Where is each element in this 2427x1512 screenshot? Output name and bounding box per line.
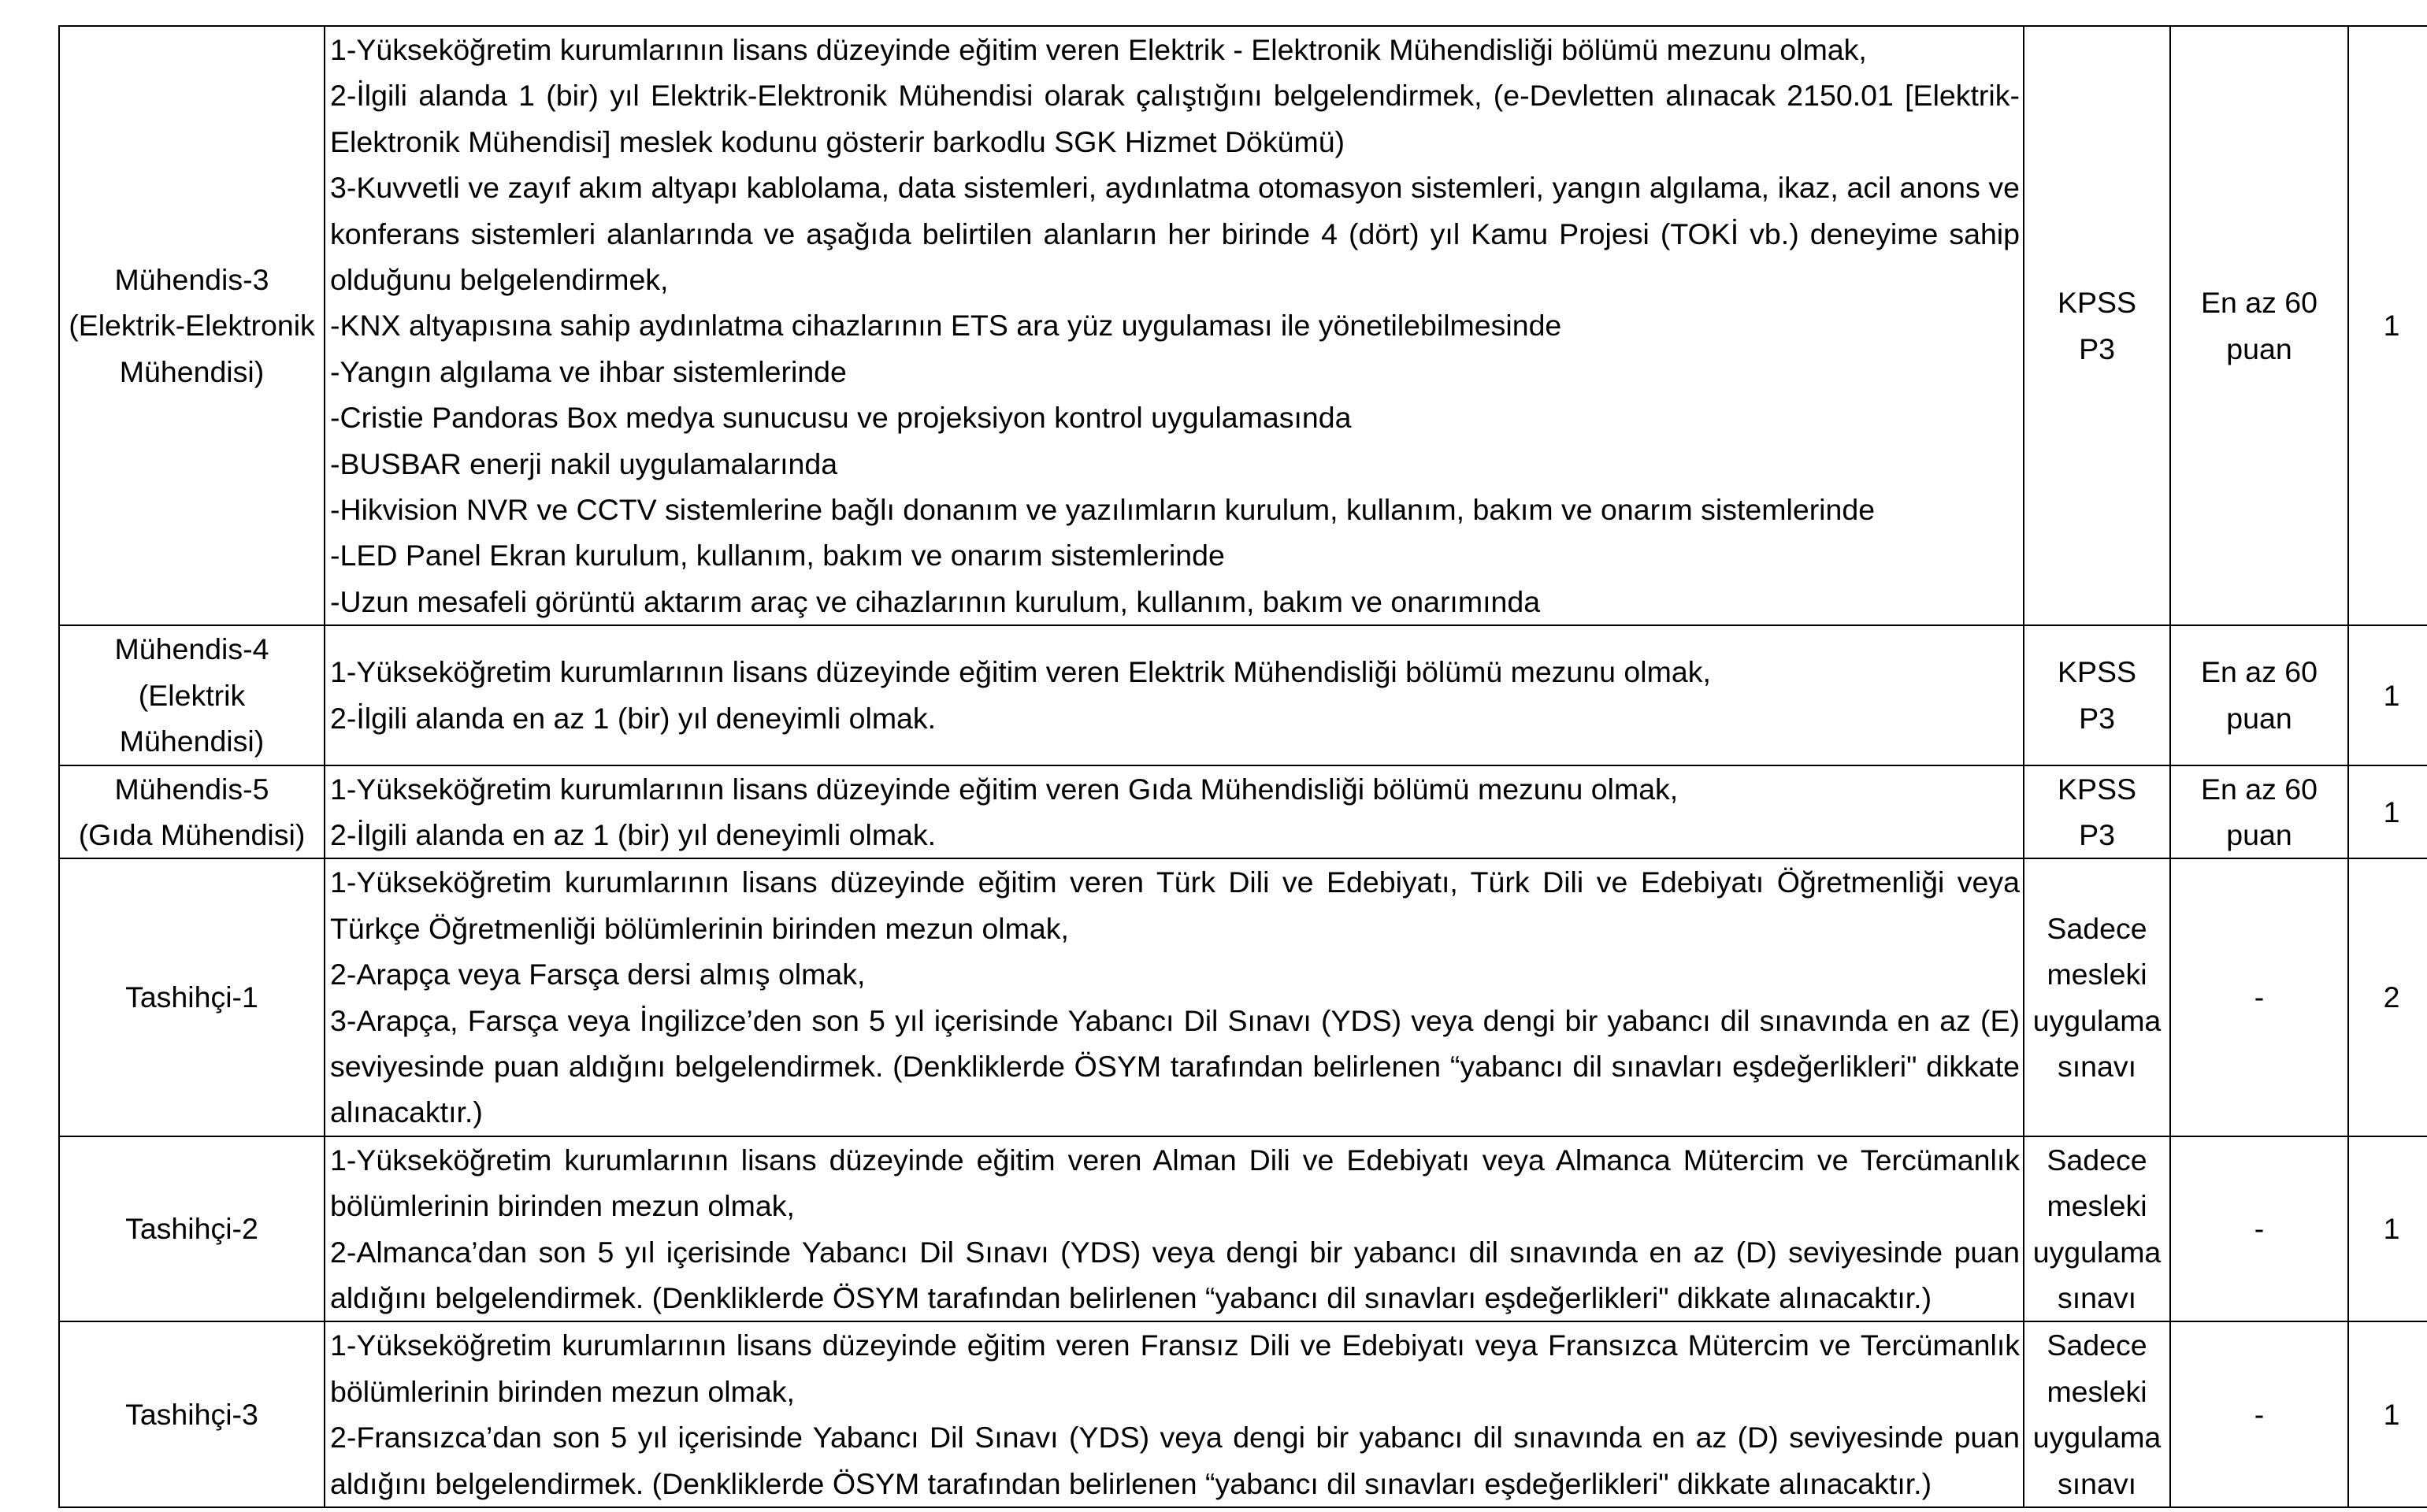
table-row (59, 858, 2427, 1136)
min-score: - (2254, 980, 2265, 1014)
requirement-item: -Yangın algılama ve ihbar sistemlerinde (330, 354, 847, 388)
requirement-item: -BUSBAR enerji nakil uygulamalarında (330, 447, 838, 480)
min-score: En az 60 (2200, 655, 2318, 689)
exam-type: Sadece (2047, 911, 2147, 945)
requirements-cell (325, 1136, 2024, 1322)
exam-type: P3 (2079, 332, 2115, 365)
requirements-table (58, 25, 2427, 1508)
exam-type: KPSS (2057, 772, 2137, 806)
requirements-cell (325, 625, 2024, 765)
position-count: 1 (2348, 1136, 2427, 1322)
exam-type: sınavı (2057, 1049, 2137, 1083)
position-title: (Elektrik Mühendisi) (119, 678, 265, 758)
position-title: Tashihçi-2 (125, 1212, 258, 1246)
table-row (59, 1136, 2427, 1322)
requirement-item: 1-Yükseköğretim kurumlarının lisans düzeyinde eğitim veren Fransız Dili ve Edebiyatı veya Fransızca Mütercim ve Tercümanlık bölümlerinin birinden mezun olmak, (330, 1329, 2020, 1408)
requirement-item: 1-Yükseköğretim kurumlarının lisans düzeyinde eğitim veren Gıda Mühendisliği bölümü mezunu olmak, (330, 772, 1679, 806)
min-score-cell (2170, 625, 2348, 765)
exam-type-cell (2024, 625, 2170, 765)
min-score: En az 60 (2200, 772, 2318, 806)
position-count: 1 (2348, 26, 2427, 625)
position-title-cell (59, 765, 325, 859)
requirement-item: 1-Yükseköğretim kurumlarının lisans düzeyinde eğitim veren Türk Dili ve Edebiyatı, Türk Dili ve Edebiyatı Öğretmenliği veya Türkçe Öğretmenliği bölümlerinin birinden mezun olmak, (330, 865, 2020, 945)
table-row (59, 765, 2427, 859)
exam-type: sınavı (2057, 1466, 2137, 1500)
table-row (59, 26, 2427, 625)
requirement-item: 2-Arapça veya Farsça dersi almış olmak, (330, 958, 866, 991)
min-score: - (2254, 1397, 2265, 1431)
requirements-cell (325, 26, 2024, 625)
position-count: 1 (2348, 765, 2427, 859)
position-count: 2 (2348, 858, 2427, 1136)
exam-type: P3 (2079, 817, 2115, 851)
min-score-cell (2170, 26, 2348, 625)
min-score: puan (2226, 701, 2292, 735)
position-count: 1 (2348, 1321, 2427, 1507)
exam-type: uygulama (2032, 1421, 2162, 1455)
position-count: 1 (2348, 625, 2427, 765)
min-score: puan (2226, 817, 2292, 851)
exam-type: uygulama (2032, 1003, 2162, 1037)
exam-type-cell (2024, 765, 2170, 859)
min-score-cell (2170, 1136, 2348, 1322)
requirement-item: 2-Almanca’dan son 5 yıl içerisinde Yabancı Dil Sınavı (YDS) veya dengi bir yabancı dil sınavında en az (D) seviyesinde puan aldığını belgelendirmek. (Denkliklerde ÖSYM tarafından belirlenen “yabancı dil sınavları eşdeğerlikleri" dikkate alınacaktır.) (330, 1235, 2020, 1314)
position-title-cell (59, 858, 325, 1136)
exam-type: KPSS (2057, 655, 2137, 689)
position-title: Mühendisi) (119, 354, 265, 388)
requirement-item: 2-Fransızca’dan son 5 yıl içerisinde Yabancı Dil Sınavı (YDS) veya dengi bir yabancı dil sınavında en az (D) seviyesinde puan aldığını belgelendirmek. (Denkliklerde ÖSYM tarafından belirlenen “yabancı dil sınavları eşdeğerlikleri" dikkate alınacaktır.) (330, 1421, 2020, 1500)
exam-type: mesleki (2047, 1374, 2147, 1408)
exam-type-cell (2024, 1136, 2170, 1322)
requirement-item: 3-Kuvvetli ve zayıf akım altyapı kablolama, data sistemleri, aydınlatma otomasyon sistemleri, yangın algılama, ikaz, acil anons ve konferans sistemleri alanlarında ve aşağıda belirtilen alanların her birinde 4 (dört) yıl Kamu Projesi (TOKİ vb.) deneyime sahip olduğunu belgelendirmek, (330, 171, 2020, 297)
position-title: (Gıda Mühendisi) (78, 817, 306, 851)
requirements-cell (325, 1321, 2024, 1507)
min-score-cell (2170, 858, 2348, 1136)
requirement-item: -LED Panel Ekran kurulum, kullanım, bakım ve onarım sistemlerinde (330, 539, 1225, 573)
requirements-cell (325, 858, 2024, 1136)
table-row (59, 625, 2427, 765)
exam-type: Sadece (2047, 1143, 2147, 1177)
exam-type: mesleki (2047, 958, 2147, 991)
exam-type-cell (2024, 858, 2170, 1136)
position-title-cell (59, 26, 325, 625)
exam-type: sınavı (2057, 1280, 2137, 1314)
exam-type: P3 (2079, 701, 2115, 735)
requirement-item: 2-İlgili alanda en az 1 (bir) yıl deneyimli olmak. (330, 701, 937, 735)
requirement-item: 2-İlgili alanda en az 1 (bir) yıl deneyimli olmak. (330, 817, 937, 851)
exam-type: uygulama (2032, 1235, 2162, 1269)
exam-type: mesleki (2047, 1189, 2147, 1223)
requirement-item: 1-Yükseköğretim kurumlarının lisans düzeyinde eğitim veren Elektrik - Elektronik Mühendisliği bölümü mezunu olmak, (330, 33, 1867, 66)
requirement-item: -Uzun mesafeli görüntü aktarım araç ve cihazlarının kurulum, kullanım, bakım ve onarımında (330, 584, 1541, 618)
table-row (59, 1321, 2427, 1507)
exam-type-cell (2024, 1321, 2170, 1507)
min-score-cell (2170, 765, 2348, 859)
exam-type: KPSS (2057, 286, 2137, 320)
requirement-item: 2-İlgili alanda 1 (bir) yıl Elektrik-Elektronik Mühendisi olarak çalıştığını belgelendirmek, (e-Devletten alınacak 2150.01 [Elektrik-Elektronik Mühendisi] meslek kodunu gösterir barkodlu SGK Hizmet Dökümü) (330, 79, 2020, 158)
requirement-item: -KNX altyapısına sahip aydınlatma cihazlarının ETS ara yüz uygulaması ile yönetilebilmesinde (330, 309, 1562, 343)
requirements-cell (325, 765, 2024, 859)
exam-type-cell (2024, 26, 2170, 625)
position-title: Tashihçi-3 (125, 1397, 258, 1431)
position-title-cell (59, 625, 325, 765)
requirement-item: -Cristie Pandoras Box medya sunucusu ve projeksiyon kontrol uygulamasında (330, 401, 1352, 435)
requirement-item: 1-Yükseköğretim kurumlarının lisans düzeyinde eğitim veren Alman Dili ve Edebiyatı veya Almanca Mütercim ve Tercümanlık bölümlerinin birinden mezun olmak, (330, 1143, 2020, 1223)
min-score: En az 60 (2200, 286, 2318, 320)
position-title-cell (59, 1136, 325, 1322)
min-score-cell (2170, 1321, 2348, 1507)
requirement-item: 3-Arapça, Farsça veya İngilizce’den son 5 yıl içerisinde Yabancı Dil Sınavı (YDS) veya dengi bir yabancı dil sınavında en az (E) seviyesinde puan aldığını belgelendirmek. (Denkliklerde ÖSYM tarafından belirlenen “yabancı dil sınavları eşdeğerlikleri" dikkate alınacaktır.) (330, 1003, 2020, 1129)
requirement-item: 1-Yükseköğretim kurumlarının lisans düzeyinde eğitim veren Elektrik Mühendisliği bölümü mezunu olmak, (330, 655, 1711, 689)
position-title: Mühendis-4 (114, 632, 269, 666)
min-score: puan (2226, 332, 2292, 365)
position-title: Tashihçi-1 (125, 980, 258, 1014)
requirement-item: -Hikvision NVR ve CCTV sistemlerine bağlı donanım ve yazılımların kurulum, kullanım, bakım ve onarım sistemlerinde (330, 493, 1876, 527)
min-score: - (2254, 1212, 2265, 1246)
position-title-cell (59, 1321, 325, 1507)
position-title: (Elektrik-Elektronik (69, 309, 315, 343)
position-title: Mühendis-5 (114, 772, 269, 806)
position-title: Mühendis-3 (114, 263, 269, 297)
exam-type: Sadece (2047, 1329, 2147, 1362)
